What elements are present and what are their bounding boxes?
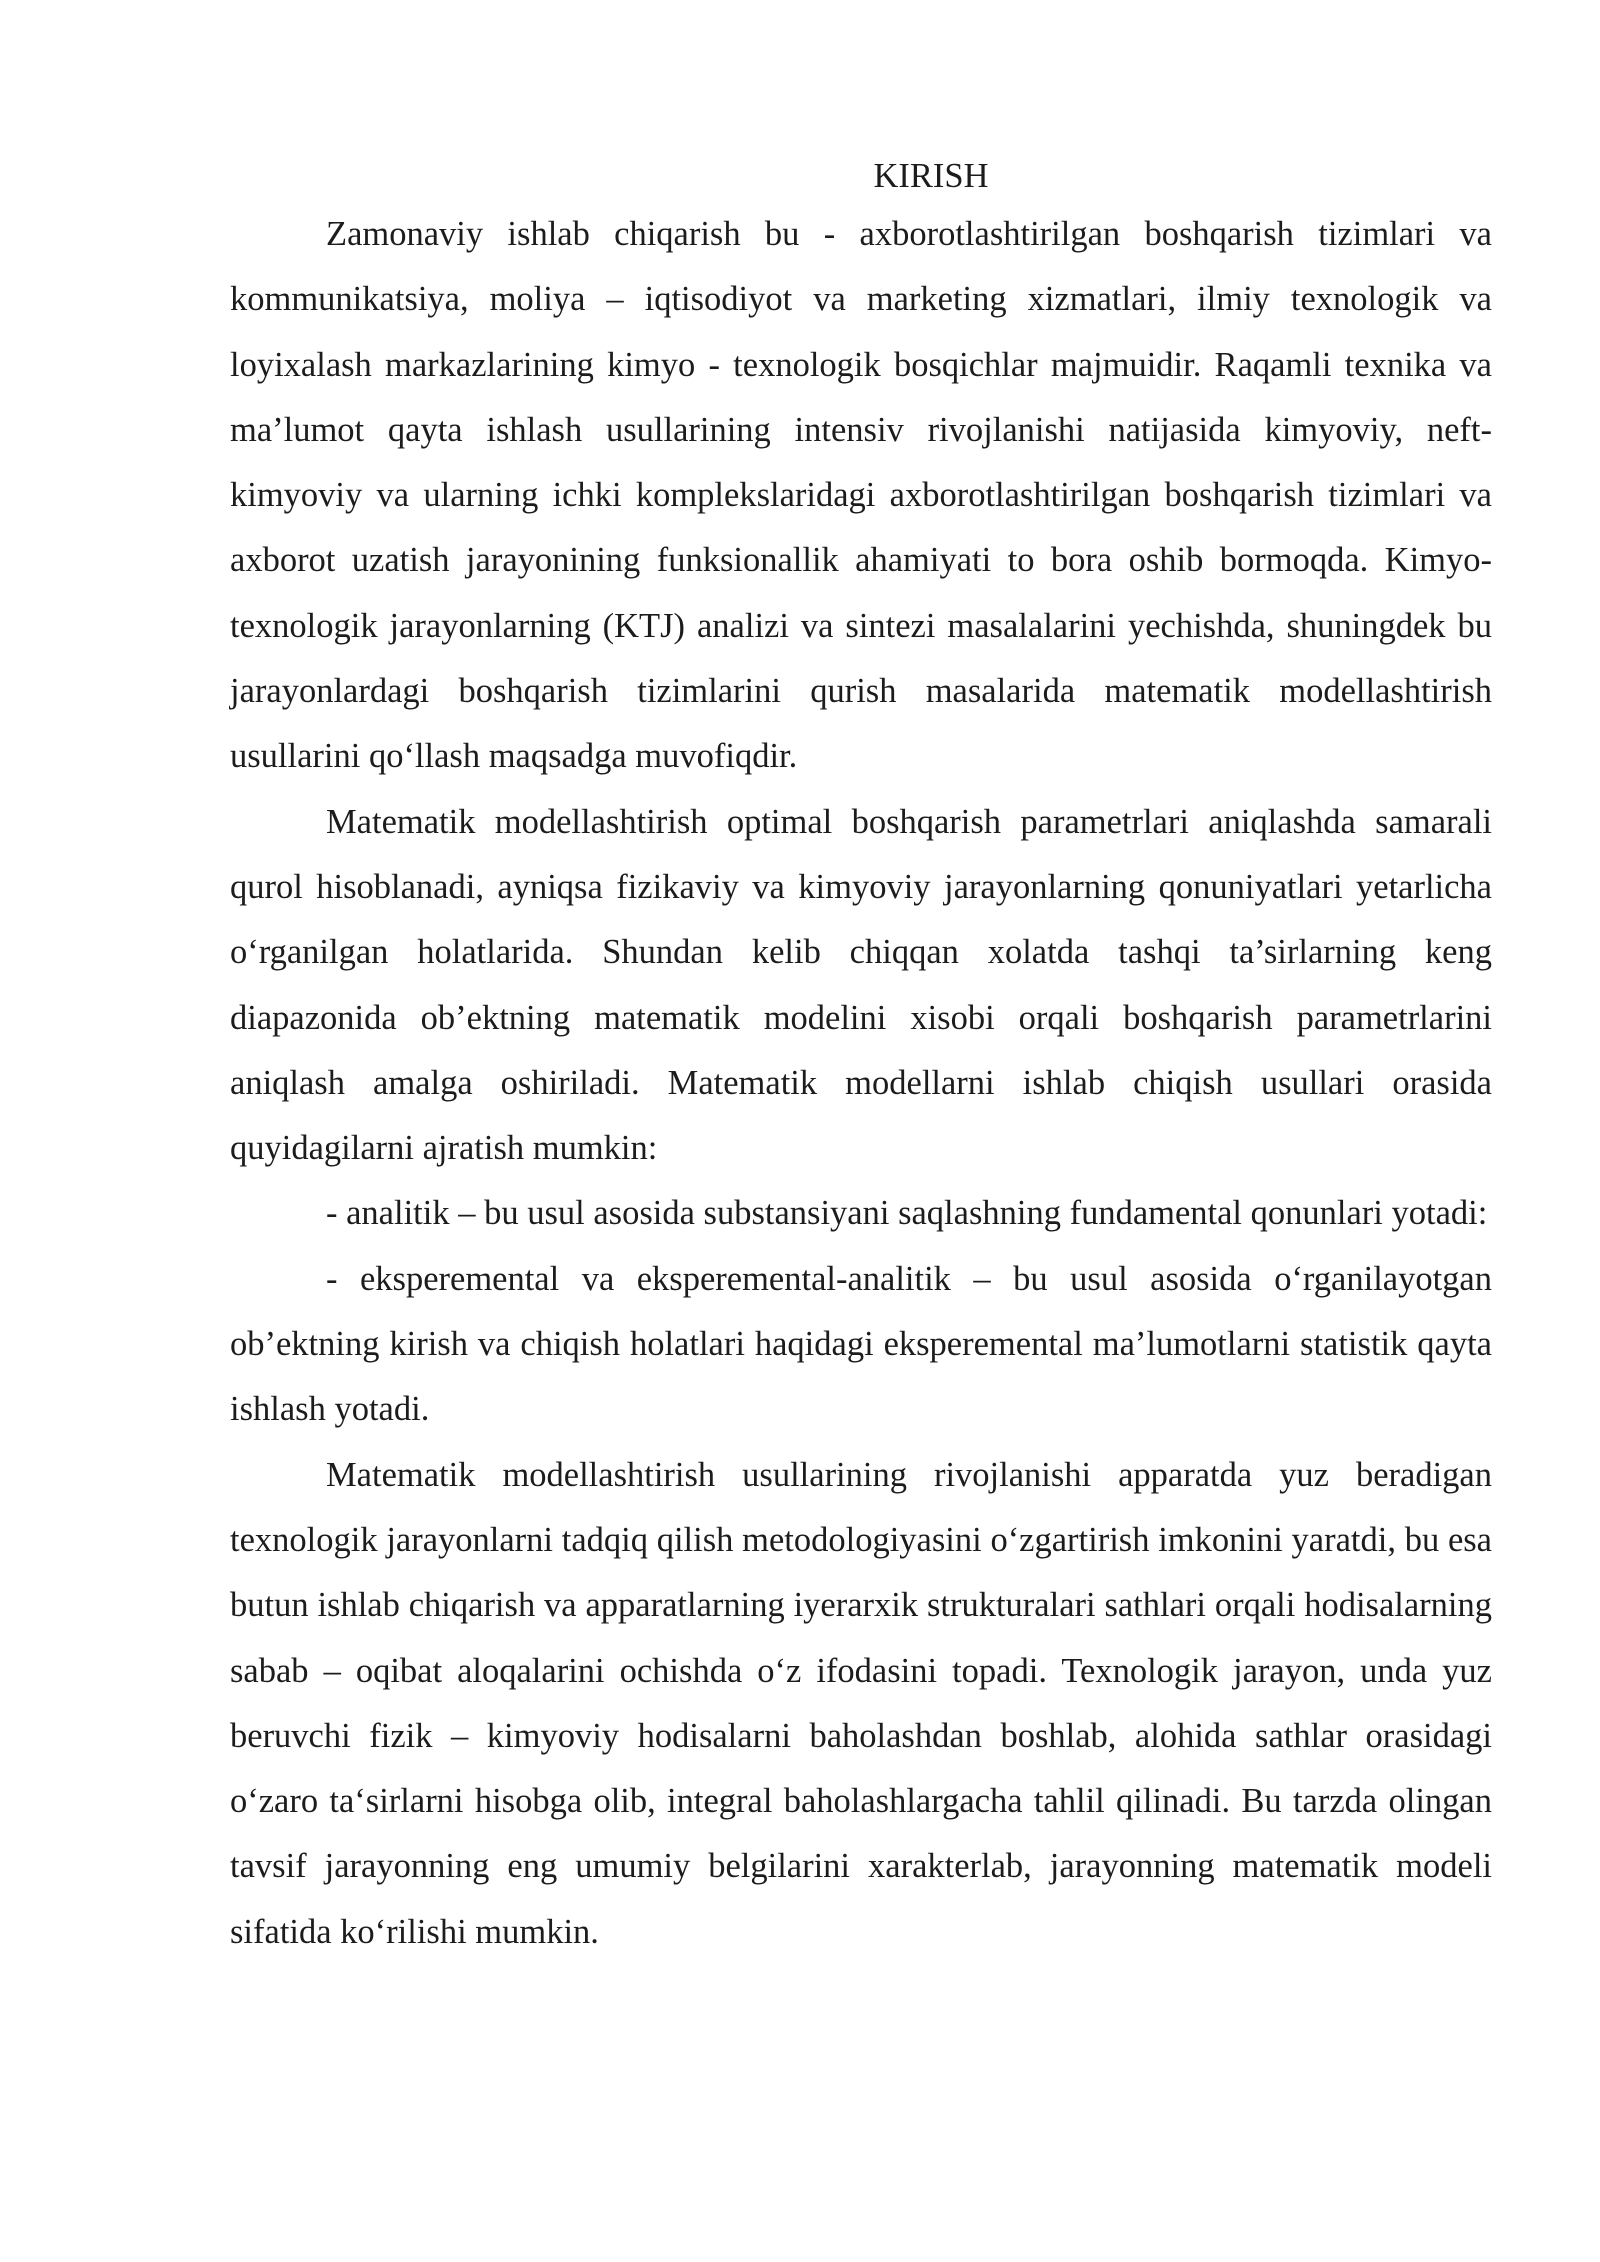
paragraph-intro: Zamonaviy ishlab chiqarish bu - axborotlashtirilgan boshqarish tizimlari va kommunikatsiya, moliya – iqtisodiyot va marketing xizmatlari, ilmiy texnologik va loyixalash markazlarining kimyo - texnologik bosqichlar majmuidir. Raqamli texnika va ma’lumot qayta ishlash usullarining intensiv rivojlanishi natijasida kimyoviy, neft-kimyoviy va ularning ichki komplekslaridagi axborotlashtirilgan boshqarish tizimlari va axborot uzatish jarayonining funksionallik ahamiyati to bora oshib bormoqda. Kimyo-texnologik jarayonlarning (KTJ) analizi va sintezi masalalarini yechishda, shuningdek bu jarayonlardagi boshqarish tizimlarini qurish masalarida matematik modellashtirish usullarini qo‘llash maqsadga muvofiqdir. xyxy=(230,215,1492,776)
document-heading: KIRISH xyxy=(873,157,989,195)
paragraph-modelling: Matematik modellashtirish optimal boshqarish parametrlari aniqlashda samarali qurol hisoblanadi, ayniqsa fizikaviy va kimyoviy jarayonlarning qonuniyatlari yetarlicha o‘rganilgan holatlarida. Shundan kelib chiqqan xolatda tashqi ta’sirlarning keng diapazonida ob’ektning matematik modelini xisobi orqali boshqarish parametrlarini aniqlash amalga oshiriladi. Matematik modellarni ishlab chiqish usullari orasida quyidagilarni ajratish mumkin: xyxy=(230,802,1492,1168)
list-item-analytic: - analitik – bu usul asosida substansiyani saqlashning fundamental qonunlari yotadi: xyxy=(326,1194,1488,1233)
document-body xyxy=(230,150,1492,1965)
paragraph-methods: Matematik modellashtirish usullarining rivojlanishi apparatda yuz beradigan texnologik jarayonlarni tadqiq qilish metodologiyasini o‘zgartirish imkonini yaratdi, bu esa butun ishlab chiqarish va apparatlarning iyerarxik strukturalari sathlari orqali hodisalarning sabab – oqibat aloqalarini ochishda o‘z ifodasini topadi. Texnologik jarayon, unda yuz beruvchi fizik – kimyoviy hodisalarni baholashdan boshlab, alohida sathlar orasidagi o‘zaro ta‘sirlarni hisobga olib, integral baholashlargacha tahlil qilinadi. Bu tarzda olingan tavsif jarayonning eng umumiy belgilarini xarakterlab, jarayonning matematik modeli sifatida ko‘rilishi mumkin. xyxy=(230,1455,1492,1951)
list-item-experimental: - eksperemental va eksperemental-analitik – bu usul asosida o‘rganilayotgan ob’ektning kirish va chiqish holatlari haqidagi eksperemental ma’lumotlarni statistik qayta ishlash yotadi. xyxy=(230,1259,1492,1429)
